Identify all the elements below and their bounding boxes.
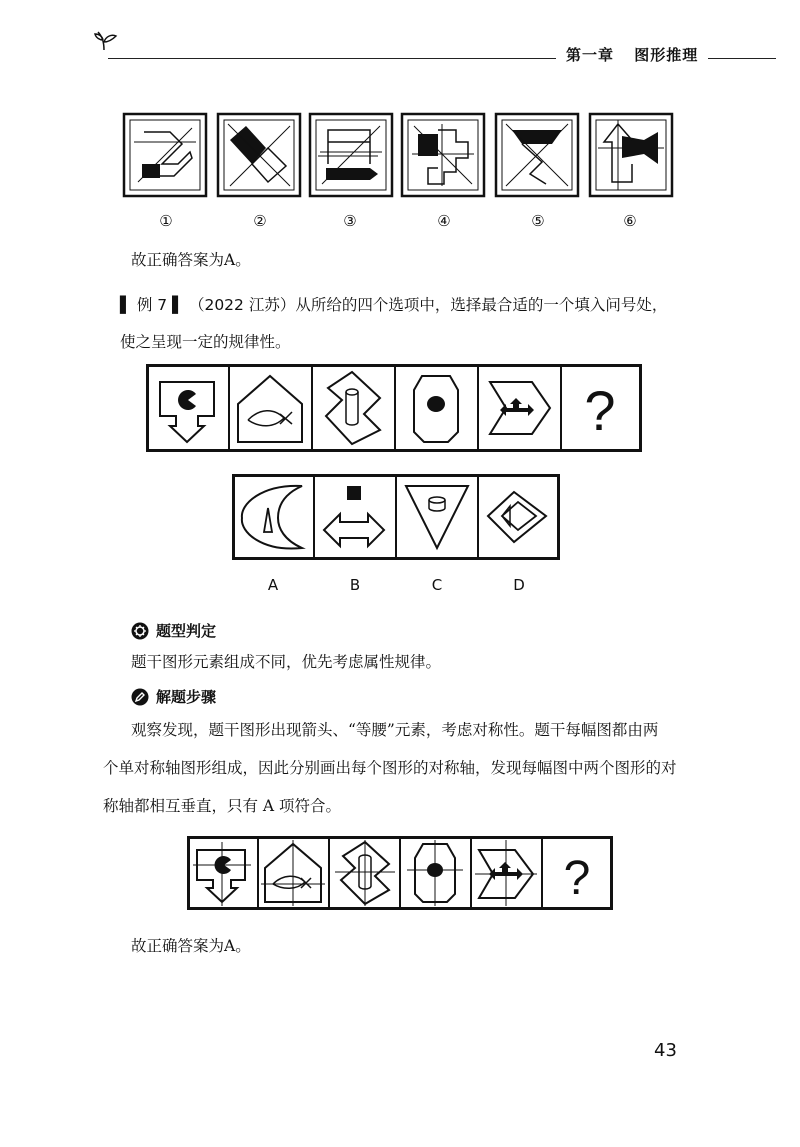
option-figure-c — [406, 486, 468, 548]
prev-option-label: ⑤ — [531, 212, 545, 230]
prev-figure-4 — [400, 112, 486, 198]
header-rule-right — [708, 58, 776, 59]
question-figure-row — [146, 364, 642, 452]
type-heading: 题型判定 — [156, 622, 217, 640]
solution-figure-5 — [475, 840, 537, 906]
steps-heading: 解题步骤 — [156, 688, 217, 706]
question-figure-4 — [414, 376, 458, 442]
solution-figure-2 — [261, 840, 325, 906]
steps-line3: 称轴都相互垂直，只有 A 项符合。 — [103, 797, 342, 815]
option-label-a: A — [267, 576, 279, 594]
prev-figure-3 — [308, 112, 394, 198]
question-mark: ? — [584, 379, 616, 442]
prev-figure-1 — [122, 112, 208, 198]
header-title — [566, 44, 698, 65]
prev-figure-5 — [494, 112, 580, 198]
prev-option-label: ④ — [437, 212, 451, 230]
example-label-bracket-left: ▌ — [120, 296, 132, 314]
type-text: 题干图形元素组成不同，优先考虑属性规律。 — [131, 653, 442, 671]
page-number: 43 — [654, 1040, 677, 1061]
prev-option-label: ① — [159, 212, 173, 230]
prev-conclusion: 故正确答案为A。 — [131, 251, 251, 269]
pencil-icon — [131, 688, 149, 706]
prev-figure-2 — [216, 112, 302, 198]
steps-line2: 个单对称轴图形组成，因此分别画出每个图形的对称轴，发现每幅图中两个图形的对 — [103, 759, 677, 777]
example-label-bracket-right: ▌ — [172, 296, 185, 314]
question-figure-2 — [238, 376, 302, 442]
leaf-icon — [92, 28, 122, 52]
options-figure-row — [232, 474, 560, 560]
example-question — [120, 293, 667, 317]
option-label-c: C — [431, 576, 443, 594]
example-question-line2: 使之呈现一定的规律性。 — [120, 333, 291, 351]
solution-figure-3 — [335, 840, 395, 906]
header-rule-left — [108, 58, 556, 59]
steps-conclusion: 故正确答案为A。 — [131, 937, 251, 955]
example-label: 例 7 — [136, 296, 168, 314]
question-figure-5 — [490, 382, 550, 434]
option-figure-d — [488, 492, 546, 542]
option-figure-a — [242, 486, 302, 549]
option-label-b: B — [349, 576, 361, 594]
header-chapter: 第一章 — [566, 46, 615, 64]
solution-figure-1 — [193, 842, 251, 906]
question-figure-3 — [326, 372, 380, 444]
prev-option-label: ③ — [343, 212, 357, 230]
prev-figure-6 — [588, 112, 674, 198]
gear-icon — [131, 622, 149, 640]
option-figure-b — [324, 486, 384, 546]
option-label-d: D — [513, 576, 525, 594]
prev-option-label: ② — [253, 212, 267, 230]
solution-figure-row — [187, 836, 613, 910]
solution-question-mark: ? — [563, 852, 591, 905]
prev-option-label: ⑥ — [623, 212, 637, 230]
example-question-line1: 从所给的四个选项中，选择最合适的一个填入问号处， — [295, 296, 668, 314]
solution-figure-4 — [407, 840, 463, 906]
example-source: （2022 江苏） — [188, 296, 296, 314]
header-section: 图形推理 — [634, 46, 699, 64]
question-figure-1 — [160, 382, 214, 442]
steps-line1: 观察发现，题干图形出现箭头、“等腰”元素，考虑对称性。题干每幅图都由两 — [131, 721, 659, 739]
